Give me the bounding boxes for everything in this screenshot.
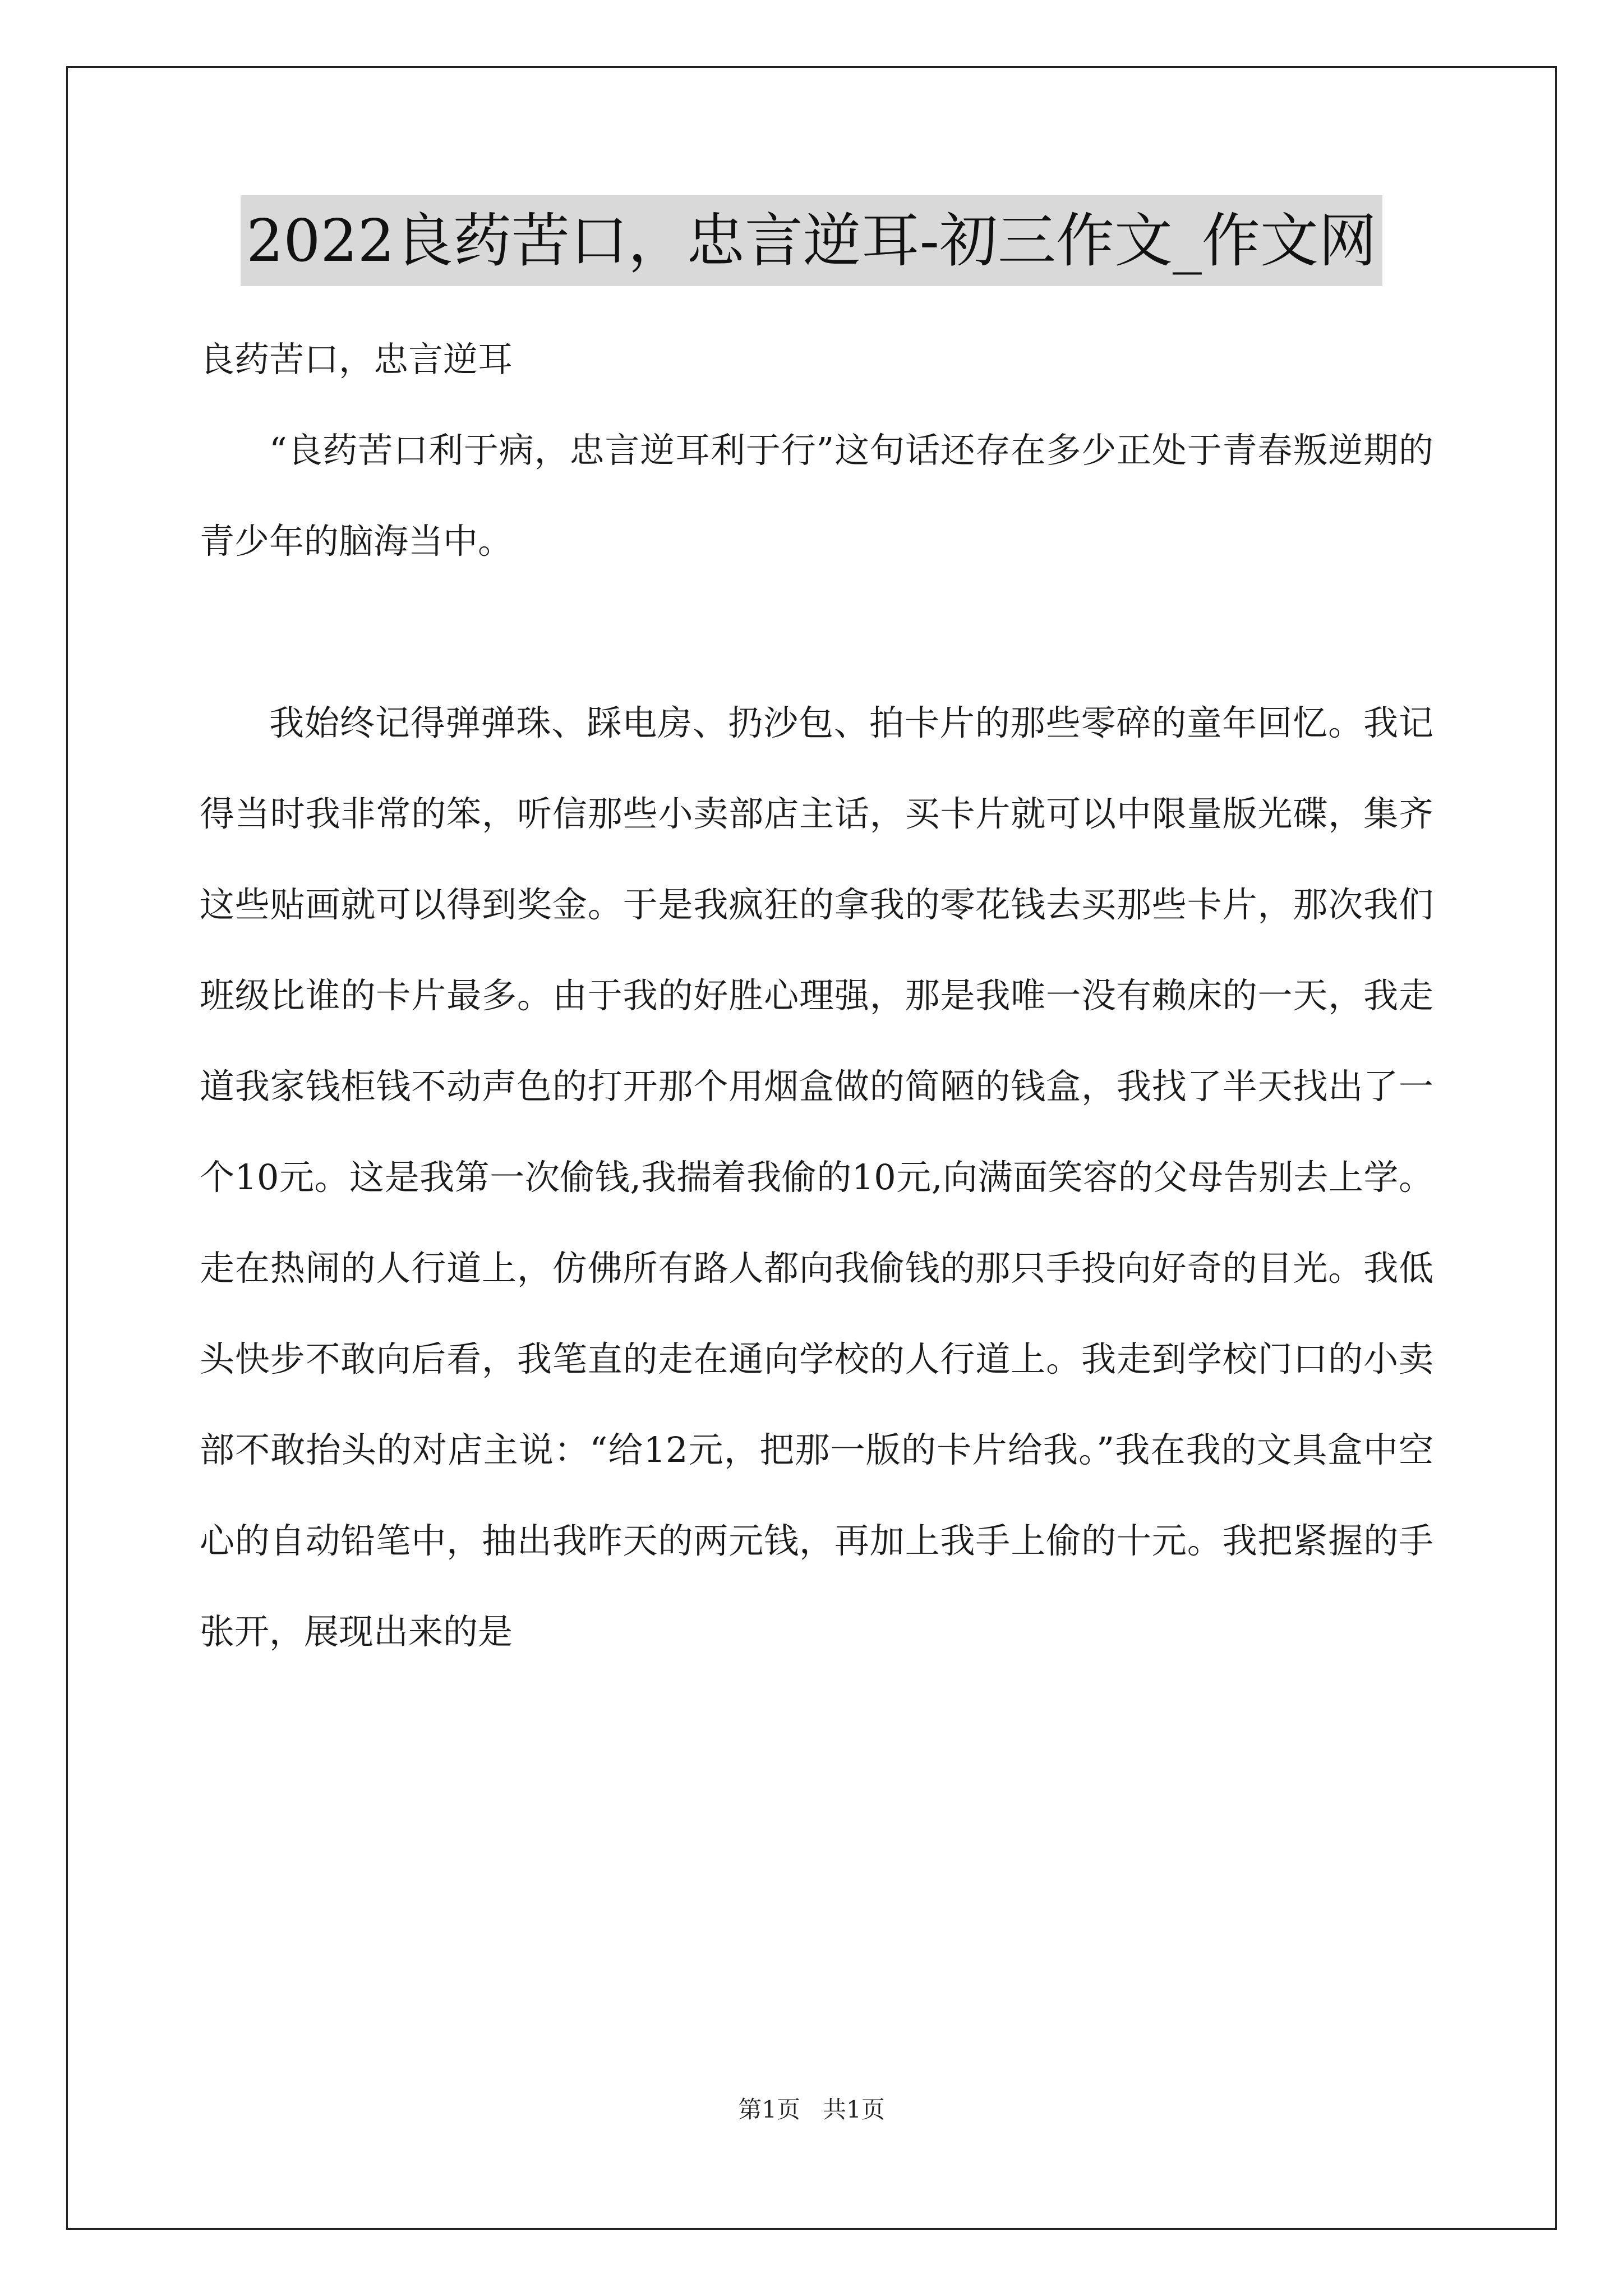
paragraph: 我始终记得弹弹珠、踩电房、扔沙包、拍卡片的那些零碎的童年回忆。我记得当时我非常的笨，听信那些小卖部店主话，买卡片就可以中限量版光碟，集齐这些贴画就可以得到奖金。于是我疯狂的拿我的零花钱去买那些卡片，那次我们班级比谁的卡片最多。由于我的好胜心理强，那是我唯一没有赖床的一天，我走道我家钱柜钱不动声色的打开那个用烟盒做的简陋的钱盒，我找了半天找出了一个10元。这是我第一次偷钱,我揣着我偷的10元,向满面笑容的父母告别去上学。走在热闹的人行道上，仿佛所有路人都向我偷钱的那只手投向好奇的目光。我低头快步不敢向后看，我笔直的走在通向学校的人行道上。我走到学校门口的小卖部不敢抬头的对店主说：“给12元，把那一版的卡片给我。”我在我的文具盒中空心的自动铅笔中，抽出我昨天的两元钱，再加上我手上偷的十元。我把紧握的手张开，展现出来的是 (200, 702, 1433, 1652)
paragraph: “良药苦口利于病，忠言逆耳利于行”这句话还存在多少正处于青春叛逆期的青少年的脑海当中。 (200, 430, 1433, 562)
page-footer (0, 2091, 1623, 2125)
document-subtitle: 良药苦口，忠言逆耳 (200, 339, 513, 380)
document-body (200, 314, 1433, 1677)
page-number: 第1页 共1页 (738, 2096, 885, 2123)
document-title: 2022良药苦口，忠言逆耳-初三作文_作文网 (241, 195, 1382, 286)
paragraph-spacer (200, 587, 1433, 678)
title-container (0, 195, 1623, 286)
